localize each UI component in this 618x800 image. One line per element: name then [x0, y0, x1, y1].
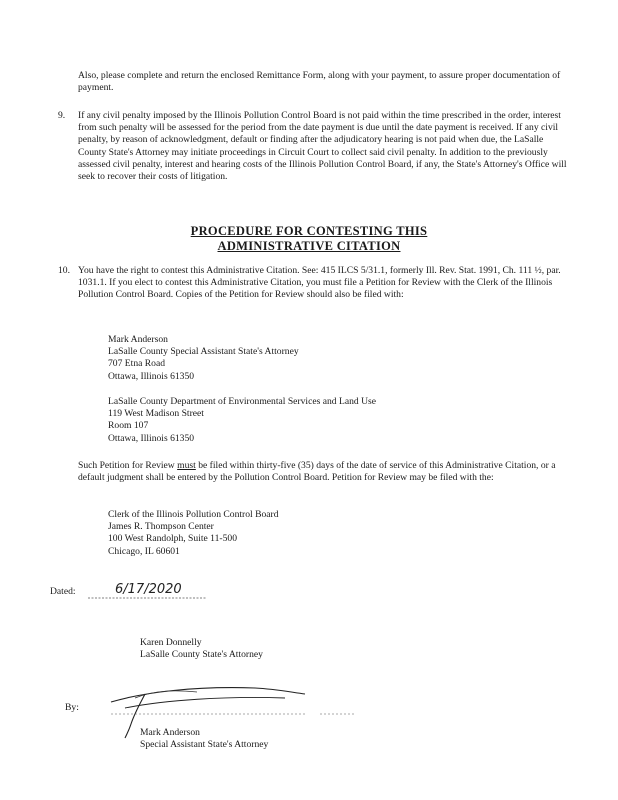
signer-block-special-assistant — [140, 727, 268, 751]
address-block-pollution-board — [108, 509, 279, 558]
petition-text-after: be filed within thirty-five (35) days of the date of service of this Administrative Citation, or a default judgment shall be entered by the Pollution Control Board. Petition for Review may be filed with the: — [78, 460, 556, 484]
by-label: By: — [65, 702, 79, 713]
dated-label: Dated: — [50, 586, 76, 597]
address-line: 707 Etna Road — [108, 358, 166, 370]
item-10-text: You have the right to contest this Administrative Citation. See: 415 ILCS 5/31.1, formerly Ill. Rev. Stat. 1991, Ch. 111 ½, par. 1031.1. If you elect to contest this Administrative Citation, you must file a Petition for Review with the Clerk of the Illinois Pollution Control Board. Copies of the Petition for Review should also be filed with: — [78, 265, 561, 301]
item-9-text: If any civil penalty imposed by the Illinois Pollution Control Board is not paid within the time prescribed in the order, interest from such penalty will be assessed for the period from the date payment is due until the date payment is received. If any civil penalty, by reason of acknowledgment, default or finding after the adjudicatory hearing is not paid when due, the LaSalle County State's Attorney may initiate proceedings in Circuit Court to collect said civil penalty. In addition to the previously assessed civil penalty, interest and hearing costs of the Illinois Pollution Control Board, if any, the State's Attorney's Office will seek to recover their costs of litigation. — [78, 110, 567, 183]
address-line: Chicago, IL 60601 — [108, 545, 180, 557]
address-line: Mark Anderson — [108, 334, 168, 345]
address-block-state-attorney — [108, 334, 299, 383]
item-10-paragraph — [78, 265, 568, 302]
petition-paragraph — [78, 460, 568, 484]
petition-emphasis: must — [177, 460, 196, 471]
section-heading-line2: ADMINISTRATIVE CITATION — [217, 239, 401, 253]
signer-title: LaSalle County State's Attorney — [140, 649, 263, 661]
address-line: Room 107 — [108, 420, 149, 432]
signer-title: Special Assistant State's Attorney — [140, 739, 269, 751]
address-line: Ottawa, Illinois 61350 — [108, 432, 195, 444]
section-heading-line1: PROCEDURE FOR CONTESTING THIS — [190, 224, 428, 238]
address-line: Clerk of the Illinois Pollution Control Board — [108, 509, 279, 520]
address-line: 100 West Randolph, Suite 11-500 — [108, 533, 238, 545]
continuation-paragraph — [78, 70, 563, 94]
item-10-number: 10. — [58, 265, 70, 276]
continuation-text: Also, please complete and return the enclosed Remittance Form, along with your payment, to assure proper documentation of payment. — [78, 70, 561, 94]
signer-name: Karen Donnelly — [140, 637, 202, 648]
address-block-environmental-services — [108, 396, 376, 445]
signer-block-states-attorney — [140, 637, 263, 661]
address-line: James R. Thompson Center — [108, 521, 214, 533]
address-line: LaSalle County Special Assistant State's Attorney — [108, 346, 299, 358]
item-9-number: 9. — [58, 110, 66, 121]
address-line: 119 West Madison Street — [108, 408, 204, 420]
item-9-paragraph — [78, 110, 568, 183]
dated-handwritten-value: 6/17/2020 — [115, 582, 182, 597]
address-line: Ottawa, Illinois 61350 — [108, 370, 195, 382]
petition-text-before: Such Petition for Review — [78, 460, 175, 471]
address-line: LaSalle County Department of Environmental Services and Land Use — [108, 396, 377, 407]
signer-name: Mark Anderson — [140, 727, 200, 738]
